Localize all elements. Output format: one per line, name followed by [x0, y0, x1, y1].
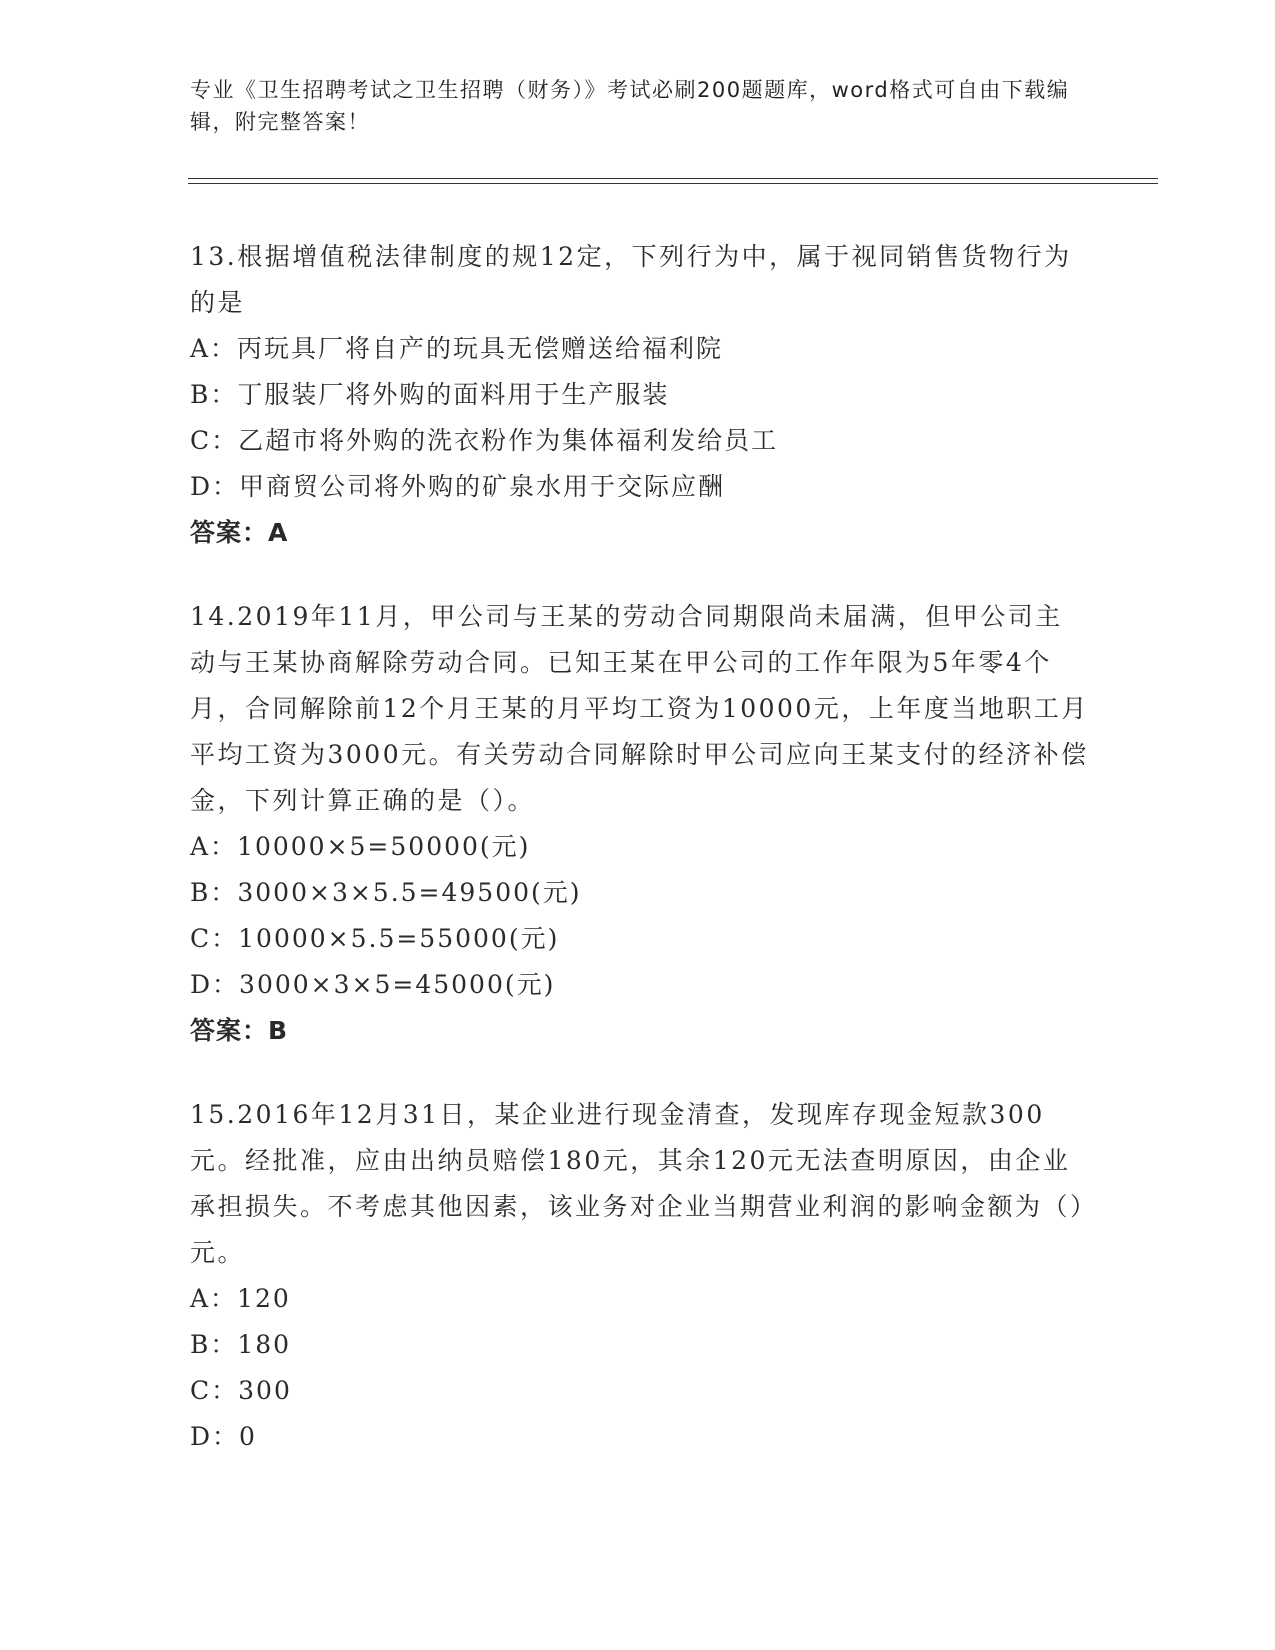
option-b: B：180: [190, 1330, 292, 1359]
option-a: A：10000×5=50000(元): [190, 832, 531, 861]
option-c: C：300: [190, 1376, 292, 1405]
option-d: D：甲商贸公司将外购的矿泉水用于交际应酬: [190, 472, 726, 501]
option-b: B：丁服装厂将外购的面料用于生产服装: [190, 380, 670, 409]
question-15: [190, 1092, 1090, 1460]
option-a: A：120: [190, 1284, 291, 1313]
question-stem: 14.2019年11月，甲公司与王某的劳动合同期限尚未届满，但甲公司主动与王某协商解除劳动合同。已知王某在甲公司的工作年限为5年零4个月，合同解除前12个月王某的月平均工资为10000元，上年度当地职工月平均工资为3000元。有关劳动合同解除时甲公司应向王某支付的经济补偿金，下列计算正确的是（）。: [190, 602, 1089, 815]
answer-line: 答案：B: [190, 1016, 289, 1045]
option-c: C：10000×5.5=55000(元): [190, 924, 560, 953]
question-list: [190, 234, 1090, 1498]
option-d: D：0: [190, 1422, 257, 1451]
option-d: D：3000×3×5=45000(元): [190, 970, 556, 999]
option-c: C：乙超市将外购的洗衣粉作为集体福利发给员工: [190, 426, 779, 455]
question-14: [190, 594, 1090, 1054]
answer-line: 答案：A: [190, 518, 289, 547]
question-13: [190, 234, 1090, 556]
header-divider-top: [188, 178, 1158, 179]
question-stem: 15.2016年12月31日，某企业进行现金清查，发现库存现金短款300元。经批准，应由出纳员赔偿180元，其余120元无法查明原因，由企业承担损失。不考虑其他因素，该业务对企业当期营业利润的影响金额为（）元。: [190, 1100, 1086, 1267]
document-header: 专业《卫生招聘考试之卫生招聘（财务）》考试必刷200题题库，word格式可自由下载编辑，附完整答案！: [190, 78, 1070, 134]
option-b: B：3000×3×5.5=49500(元): [190, 878, 582, 907]
question-stem: 13.根据增值税法律制度的规12定，下列行为中，属于视同销售货物行为的是: [190, 242, 1072, 317]
header-divider-bottom: [188, 183, 1158, 184]
option-a: A：丙玩具厂将自产的玩具无偿赠送给福利院: [190, 334, 724, 363]
